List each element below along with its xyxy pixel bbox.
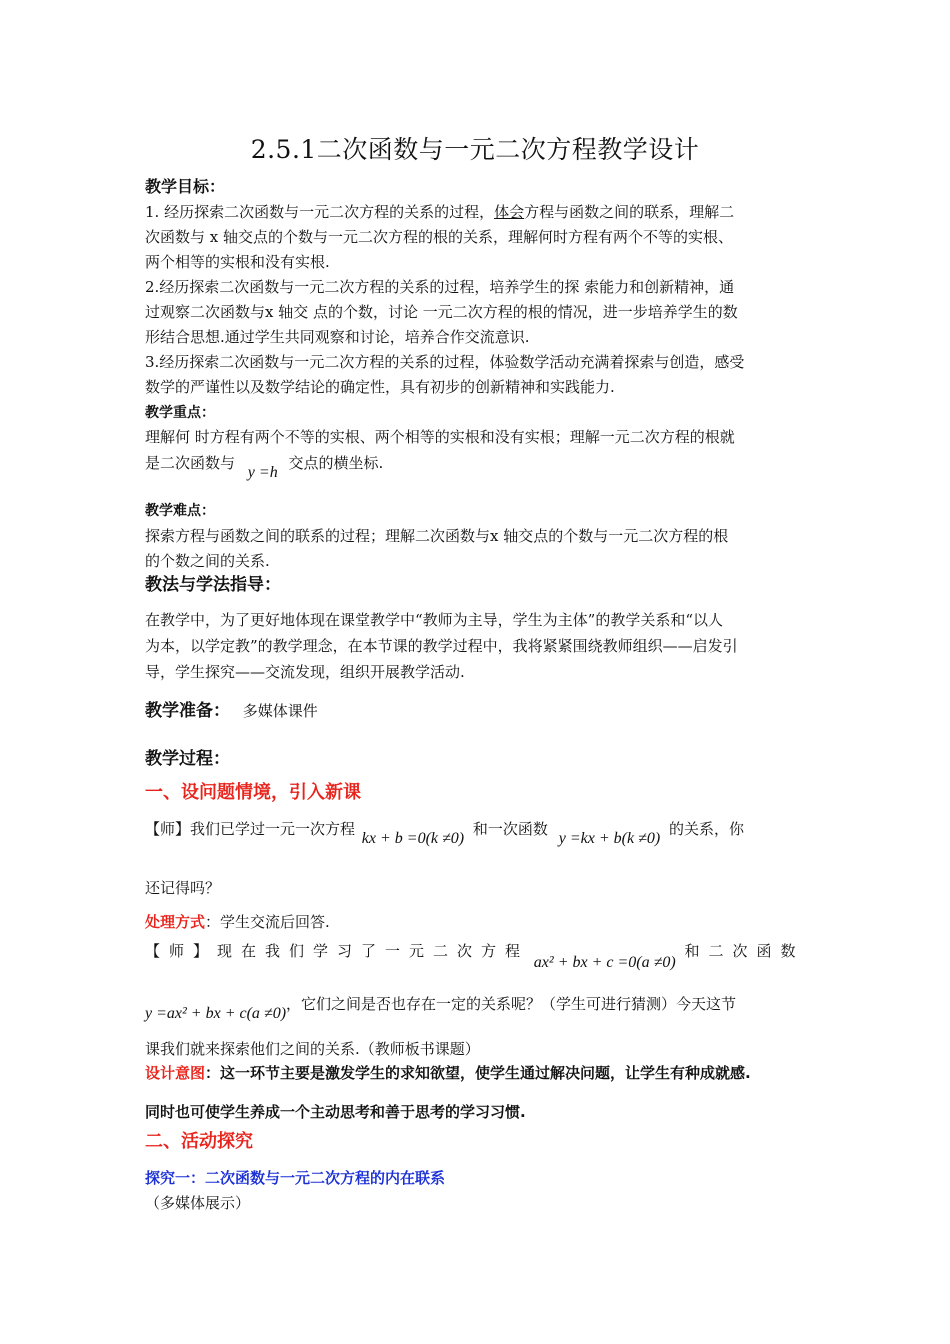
teacher-paragraph-1: [145, 818, 744, 847]
text-run: 和一次函数: [472, 820, 548, 838]
design-intent-line: [145, 1062, 751, 1084]
difficult-points-line: 探索方程与函数之间的联系的过程；理解二次函数与x 轴交点的个数与一元二次方程的根: [145, 527, 729, 545]
text-run: 交点的横坐标.: [288, 454, 384, 472]
teacher-paragraph-2: [145, 940, 805, 971]
text-run: 和二次函数: [684, 942, 805, 960]
handling-line: [145, 911, 330, 933]
objectives-line: [145, 201, 734, 223]
teacher-paragraph-1-cont: 还记得吗？: [145, 879, 221, 897]
formula-quadratic-function: y =ax² + bx + c(a ≠0): [145, 1005, 287, 1022]
objectives-heading: 教学目标：: [145, 177, 226, 196]
difficult-points-heading: 教学难点：: [145, 503, 215, 519]
key-points-line: [145, 452, 384, 481]
preparation-value: 多媒体课件: [242, 702, 318, 720]
method-heading: 教法与学法指导：: [145, 575, 281, 595]
method-line: 导，学生探究——交流发现，组织开展教学活动.: [145, 663, 465, 681]
objectives-line: 过观察二次函数与x 轴交 点的个数，讨论 一元二次方程的根的情况，进一步培养学生的数: [145, 303, 738, 321]
text-run: 是二次函数与: [145, 454, 236, 472]
method-line: 为本，以学定教”的教学理念，在本节课的教学过程中，我将紧紧围绕教师组织——启发引: [145, 637, 738, 655]
objectives-line: 形结合思想.通过学生共同观察和讨论，培养合作交流意识.: [145, 328, 530, 346]
teacher-paragraph-2-cont: [145, 995, 737, 1025]
design-intent-label: 设计意图: [145, 1064, 206, 1082]
text-run: 1. 经历探索二次函数与一元二次方程的关系的过程，: [145, 203, 495, 221]
handling-label: 处理方式: [145, 913, 206, 931]
teacher-paragraph-2-end: 课我们就来探索他们之间的关系.（教师板书课题）: [145, 1040, 480, 1058]
key-points-line: 理解何 时方程有两个不等的实根、两个相等的实根和没有实根；理解一元二次方程的根就: [145, 428, 735, 446]
section2-heading: 二、活动探究: [145, 1131, 253, 1152]
objectives-line: 两个相等的实根和没有实根.: [145, 253, 330, 271]
text-run: 【师】我们已学过一元一次方程: [145, 820, 356, 838]
formula-linear-function: y =kx + b(k ≠0): [558, 830, 661, 847]
underlined-term: 体会: [494, 203, 525, 221]
text-run: 方程与函数之间的联系，理解二: [524, 203, 735, 221]
formula-quadratic-equation: ax² + bx + c =0(a ≠0): [533, 954, 676, 971]
objectives-line: 2.经历探索二次函数与一元二次方程的关系的过程，培养学生的探 索能力和创新精神，通: [145, 278, 735, 296]
handling-text: ：学生交流后回答.: [205, 913, 330, 931]
method-line: 在教学中，为了更好地体现在课堂教学中“教师为主导，学生为主体”的教学关系和“以人: [145, 611, 724, 629]
section1-heading: 一、设问题情境，引入新课: [145, 782, 361, 803]
text-run: ，它们之间是否也存在一定的关系呢？（学生可进行猜测）今天这节: [286, 995, 737, 1013]
multimedia-note: （多媒体展示）: [145, 1194, 251, 1212]
formula: y =h: [247, 464, 278, 481]
preparation-line: [145, 700, 318, 722]
key-points-heading: 教学重点：: [145, 405, 215, 421]
preparation-heading: 教学准备：: [145, 701, 230, 721]
text-run: 的关系，你: [668, 820, 744, 838]
objectives-line: 数学的严谨性以及数学结论的确定性，具有初步的创新精神和实践能力.: [145, 378, 615, 396]
design-intent-text: ：这一环节主要是激发学生的求知欲望，使学生通过解决问题，让学生有种成就感.: [205, 1064, 751, 1082]
exploration-1-heading: 探究一：二次函数与一元二次方程的内在联系: [145, 1169, 446, 1187]
process-heading: 教学过程：: [145, 749, 230, 769]
text-run: 【师】现在我们学习了一元二次方程: [145, 942, 530, 960]
document-title: 2.5.1二次函数与一元二次方程教学设计: [250, 135, 700, 164]
design-intent-line: 同时也可使学生养成一个主动思考和善于思考的学习习惯.: [145, 1103, 526, 1121]
difficult-points-line: 的个数之间的关系.: [145, 552, 270, 570]
objectives-line: 3.经历探索二次函数与一元二次方程的关系的过程，体验数学活动充满着探索与创造，感受: [145, 353, 745, 371]
objectives-line: 次函数与 x 轴交点的个数与一元二次方程的根的关系，理解何时方程有两个不等的实根、: [145, 228, 733, 246]
formula-linear-equation: kx + b =0(k ≠0): [361, 830, 465, 847]
